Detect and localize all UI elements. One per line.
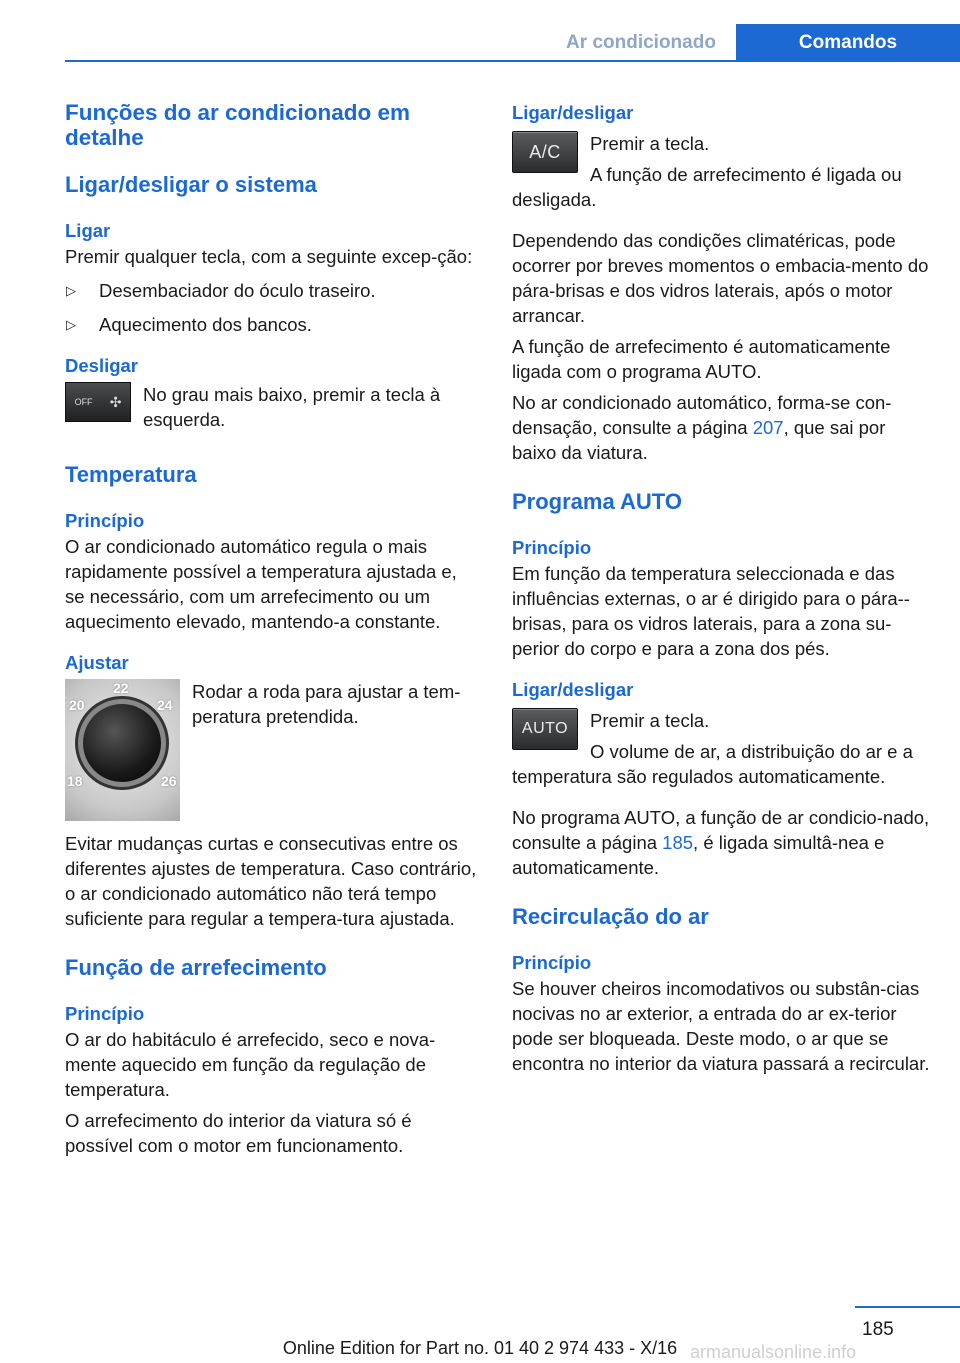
left-column	[65, 100, 480, 1164]
exception-list	[65, 278, 480, 337]
auto-press-text: Premir a tecla.	[590, 710, 710, 731]
temperature-heading: Temperatura	[65, 462, 197, 487]
ac-note-3-text: No ar condicionado automático, forma-se con-densação, consulte a página	[512, 392, 892, 438]
dial-knob	[83, 704, 161, 782]
adjust-text: Rodar a roda para ajustar a tem-peratura pretendida.	[192, 681, 461, 727]
temperature-principle-text: O ar condicionado automático regula o mais rapidamente possível a temperatura ajustada e, se necessário, com um arrefecimento ou um aquecimento elevado, mantendo-a constante.	[65, 536, 457, 632]
off-label: OFF	[74, 397, 93, 407]
page-207-link[interactable]: 207	[752, 417, 784, 438]
cooling-principle-heading: Princípio	[65, 1003, 145, 1024]
auto-note-text-end: , é ligada simultâ-nea e automaticamente.	[512, 832, 885, 878]
dial-number: 24	[157, 697, 173, 713]
auto-button-image: AUTO	[512, 708, 578, 750]
ac-note-2: A função de arrefecimento é automaticamente ligada com o programa AUTO.	[512, 336, 891, 382]
recirculation-heading: Recirculação do ar	[512, 904, 709, 929]
section-title: Funções do ar condicionado em detalhe	[65, 100, 411, 150]
temperature-dial-image	[65, 679, 180, 821]
right-column	[512, 100, 932, 1082]
watermark: armanualsonline.info	[690, 1342, 857, 1362]
footer-rule	[855, 1306, 960, 1308]
ac-block	[512, 131, 932, 218]
dial-number: 22	[113, 680, 129, 696]
auto-onoff-heading: Ligar/desligar	[512, 679, 634, 700]
adjust-heading: Ajustar	[65, 652, 129, 673]
off-fan-button-image	[65, 382, 131, 422]
list-item	[65, 278, 480, 303]
page-185-link[interactable]: 185	[662, 832, 694, 853]
ac-onoff-heading: Ligar/desligar	[512, 102, 634, 123]
auto-text: O volume de ar, a distribuição do ar e a temperatura são regulados automaticamente.	[512, 741, 913, 787]
off-heading: Desligar	[65, 355, 139, 376]
cooling-text-1: O ar do habitáculo é arrefecido, seco e nova-mente aquecido em função da regulação de temperatura.	[65, 1029, 436, 1100]
ac-note-3-text-end: , que sai por baixo da viatura.	[512, 417, 886, 463]
ac-note-1: Dependendo das condições climatéricas, pode ocorrer por breves momentos o embacia-mento do pára-brisas e dos vidros laterais, após o motor arrancar.	[512, 230, 929, 326]
temperature-principle-heading: Princípio	[65, 510, 145, 531]
ac-button-image: A/C	[512, 131, 578, 173]
auto-note-text: No programa AUTO, a função de ar condicio-nado, consulte a página	[512, 807, 930, 853]
list-item	[65, 312, 480, 337]
dial-number: 18	[67, 773, 83, 789]
ac-note-3	[512, 390, 932, 465]
on-text: Premir qualquer tecla, com a seguinte excep-ção:	[65, 246, 473, 267]
fan-icon: ✣	[109, 393, 122, 410]
off-text: No grau mais baixo, premir a tecla à esquerda.	[143, 384, 441, 430]
off-block	[65, 382, 480, 438]
ac-text: A função de arrefecimento é ligada ou desligada.	[512, 164, 902, 210]
auto-principle-text: Em função da temperatura seleccionada e das influências externas, o ar é dirigido para o pára--brisas, para os vidros laterais, para a zona su-perior do corpo e para a zona dos pés.	[512, 563, 910, 659]
auto-heading: Programa AUTO	[512, 489, 682, 514]
adjust-note: Evitar mudanças curtas e consecutivas entre os diferentes ajustes de temperatura. Caso contrário, o ar condicionado automático não terá tempo suficiente para regular a tempera-tura ajustada.	[65, 833, 477, 929]
cooling-heading: Função de arrefecimento	[65, 955, 327, 980]
ac-press-text: Premir a tecla.	[590, 133, 710, 154]
auto-block	[512, 708, 932, 795]
bullet-triangle-icon: ▷	[66, 317, 76, 332]
dial-number: 20	[69, 697, 85, 713]
header-section-tab[interactable]: Ar condicionado	[566, 32, 716, 53]
bullet-triangle-icon: ▷	[66, 283, 76, 298]
list-item-text: Aquecimento dos bancos.	[99, 314, 312, 335]
recirculation-principle-heading: Princípio	[512, 952, 592, 973]
list-item-text: Desembaciador do óculo traseiro.	[99, 280, 376, 301]
header-chapter-tab[interactable]: Comandos	[736, 24, 960, 62]
dial-number: 26	[161, 773, 177, 789]
system-heading: Ligar/desligar o sistema	[65, 172, 317, 197]
adjust-block	[65, 679, 480, 831]
on-heading: Ligar	[65, 220, 111, 241]
cooling-text-2: O arrefecimento do interior da viatura só é possível com o motor em funcionamento.	[65, 1110, 412, 1156]
auto-note	[512, 805, 932, 880]
auto-principle-heading: Princípio	[512, 537, 592, 558]
edition-footer: Online Edition for Part no. 01 40 2 974 433 - X/16	[282, 1338, 678, 1358]
page-number: 185	[862, 1319, 894, 1340]
recirculation-text: Se houver cheiros incomodativos ou substân-cias nocivas no ar exterior, a entrada do ar ex-terior pode ser bloqueada. Deste modo, o ar que se encontra no interior da viatura passará a recircular.	[512, 978, 930, 1074]
